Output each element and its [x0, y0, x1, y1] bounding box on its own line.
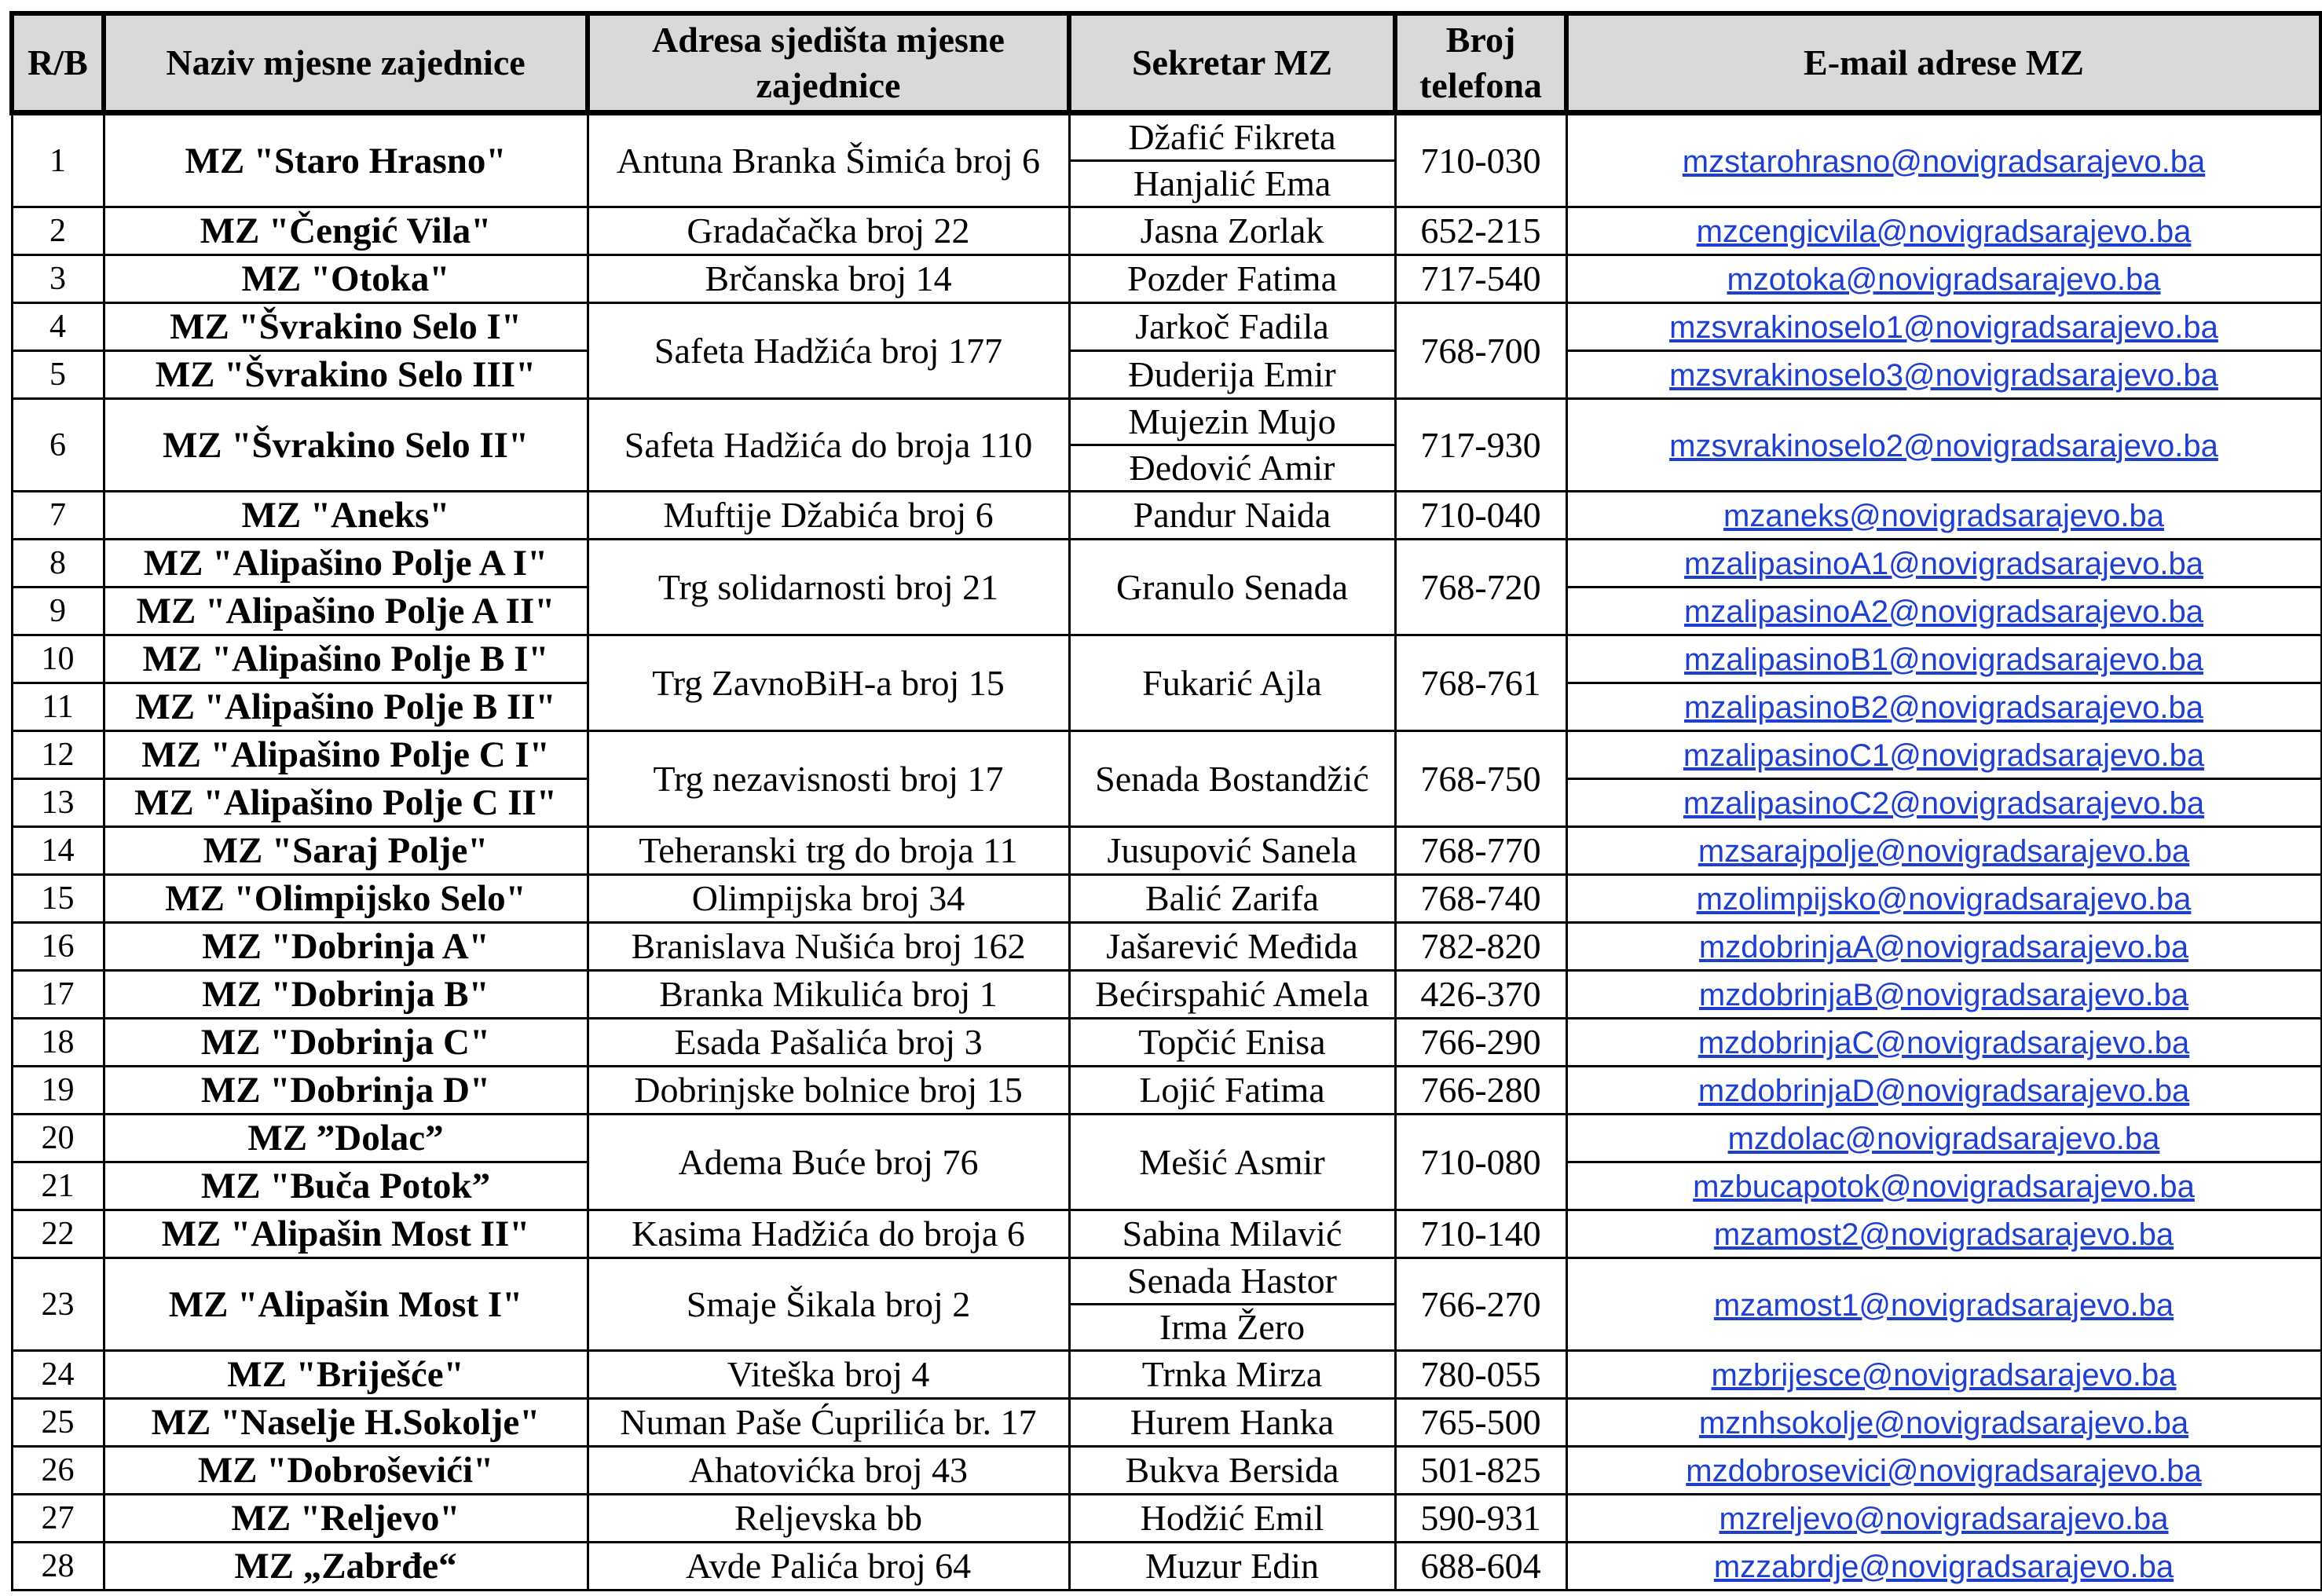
cell-rb: 8 — [12, 540, 104, 588]
cell-rb: 4 — [12, 303, 104, 351]
cell-naziv: MZ "Dobrinja B" — [104, 971, 588, 1019]
cell-rb: 14 — [12, 827, 104, 875]
email-link[interactable]: mzalipasinoA1@novigradsarajevo.ba — [1684, 547, 2203, 581]
cell-sekretar: Hanjalić Ema — [1069, 161, 1395, 207]
table-row — [12, 492, 2321, 540]
table-row — [12, 399, 2321, 445]
table-row — [12, 113, 2321, 161]
email-link[interactable]: mzbucapotok@novigradsarajevo.ba — [1693, 1170, 2195, 1204]
cell-naziv: MZ "Buča Potok” — [104, 1162, 588, 1210]
cell-telefon: 766-280 — [1395, 1067, 1566, 1115]
cell-telefon: 768-770 — [1395, 827, 1566, 875]
cell-naziv: MZ "Alipašino Polje C I" — [104, 731, 588, 779]
cell-email — [1566, 1162, 2321, 1210]
cell-rb: 18 — [12, 1019, 104, 1067]
cell-naziv: MZ "Naselje H.Sokolje" — [104, 1399, 588, 1447]
cell-adresa: Trg nezavisnosti broj 17 — [588, 731, 1069, 827]
cell-adresa: Dobrinjske bolnice broj 15 — [588, 1067, 1069, 1115]
cell-naziv: MZ "Švrakino Selo II" — [104, 399, 588, 492]
cell-email — [1566, 255, 2321, 303]
email-link[interactable]: mzalipasinoC2@novigradsarajevo.ba — [1683, 786, 2205, 821]
cell-adresa: Branka Mikulića broj 1 — [588, 971, 1069, 1019]
cell-telefon: 717-540 — [1395, 255, 1566, 303]
email-link[interactable]: mzstarohrasno@novigradsarajevo.ba — [1682, 144, 2206, 179]
cell-email — [1566, 1258, 2321, 1351]
cell-adresa: Ahatovićka broj 43 — [588, 1447, 1069, 1495]
cell-email — [1566, 207, 2321, 255]
table-body — [12, 113, 2321, 1591]
cell-sekretar: Granulo Senada — [1069, 540, 1395, 635]
cell-telefon: 765-500 — [1395, 1399, 1566, 1447]
cell-sekretar: Jarkoč Fadila — [1069, 303, 1395, 351]
cell-rb: 24 — [12, 1351, 104, 1399]
cell-email — [1566, 588, 2321, 635]
table-row — [12, 1019, 2321, 1067]
cell-rb: 1 — [12, 113, 104, 207]
cell-naziv: MZ "Alipašino Polje A II" — [104, 588, 588, 635]
email-link[interactable]: mzalipasinoC1@novigradsarajevo.ba — [1683, 738, 2205, 773]
cell-sekretar: Bećirspahić Amela — [1069, 971, 1395, 1019]
cell-rb: 26 — [12, 1447, 104, 1495]
cell-adresa: Olimpijska broj 34 — [588, 875, 1069, 923]
table-row — [12, 635, 2321, 683]
email-link[interactable]: mzsarajpolje@novigradsarajevo.ba — [1698, 834, 2190, 869]
cell-email — [1566, 683, 2321, 731]
cell-naziv: MZ "Dobrinja C" — [104, 1019, 588, 1067]
cell-sekretar: Irma Žero — [1069, 1305, 1395, 1351]
cell-adresa: Avde Palića broj 64 — [588, 1543, 1069, 1591]
cell-adresa: Gradačačka broj 22 — [588, 207, 1069, 255]
cell-telefon: 710-040 — [1395, 492, 1566, 540]
cell-email — [1566, 1115, 2321, 1162]
cell-sekretar: Bukva Bersida — [1069, 1447, 1395, 1495]
cell-rb: 16 — [12, 923, 104, 971]
cell-sekretar: Senada Bostandžić — [1069, 731, 1395, 827]
cell-email — [1566, 635, 2321, 683]
header-adresa: Adresa sjedišta mjesne zajednice — [588, 13, 1069, 113]
cell-sekretar: Fukarić Ajla — [1069, 635, 1395, 731]
cell-adresa: Adema Buće broj 76 — [588, 1115, 1069, 1210]
cell-rb: 7 — [12, 492, 104, 540]
cell-sekretar: Mešić Asmir — [1069, 1115, 1395, 1210]
table-row — [12, 1399, 2321, 1447]
cell-adresa: Safeta Hadžića broj 177 — [588, 303, 1069, 399]
cell-email — [1566, 492, 2321, 540]
cell-rb: 9 — [12, 588, 104, 635]
email-link[interactable]: mzdobrinjaC@novigradsarajevo.ba — [1698, 1026, 2190, 1060]
cell-rb: 17 — [12, 971, 104, 1019]
cell-naziv: MZ "Otoka" — [104, 255, 588, 303]
email-link[interactable]: mzdobrinjaB@novigradsarajevo.ba — [1698, 978, 2189, 1012]
email-link[interactable]: mzotoka@novigradsarajevo.ba — [1727, 262, 2161, 297]
table-row — [12, 731, 2321, 779]
cell-naziv: MZ "Alipašino Polje B II" — [104, 683, 588, 731]
cell-sekretar: Trnka Mirza — [1069, 1351, 1395, 1399]
cell-adresa: Esada Pašalića broj 3 — [588, 1019, 1069, 1067]
table-row — [12, 303, 2321, 351]
cell-rb: 3 — [12, 255, 104, 303]
header-sekretar: Sekretar MZ — [1069, 13, 1395, 113]
cell-rb: 15 — [12, 875, 104, 923]
email-link[interactable]: mzalipasinoB1@novigradsarajevo.ba — [1684, 642, 2203, 677]
cell-email — [1566, 875, 2321, 923]
cell-naziv: MZ "Reljevo" — [104, 1495, 588, 1543]
cell-telefon: 782-820 — [1395, 923, 1566, 971]
cell-naziv: MZ "Čengić Vila" — [104, 207, 588, 255]
email-link[interactable]: mzaneks@novigradsarajevo.ba — [1723, 499, 2164, 533]
cell-email — [1566, 540, 2321, 588]
cell-rb: 6 — [12, 399, 104, 492]
cell-sekretar: Hurem Hanka — [1069, 1399, 1395, 1447]
cell-telefon: 768-700 — [1395, 303, 1566, 399]
cell-telefon: 710-080 — [1395, 1115, 1566, 1210]
table-row — [12, 1067, 2321, 1115]
cell-rb: 11 — [12, 683, 104, 731]
cell-adresa: Trg solidarnosti broj 21 — [588, 540, 1069, 635]
cell-sekretar: Jasna Zorlak — [1069, 207, 1395, 255]
table-row — [12, 351, 2321, 399]
cell-email — [1566, 923, 2321, 971]
table-row — [12, 540, 2321, 588]
email-link[interactable]: mzcengicvila@novigradsarajevo.ba — [1696, 214, 2192, 249]
cell-adresa: Muftije Džabića broj 6 — [588, 492, 1069, 540]
email-link[interactable]: mzdobrinjaD@novigradsarajevo.ba — [1698, 1074, 2190, 1108]
cell-sekretar: Lojić Fatima — [1069, 1067, 1395, 1115]
cell-sekretar: Hodžić Emil — [1069, 1495, 1395, 1543]
cell-sekretar: Balić Zarifa — [1069, 875, 1395, 923]
cell-adresa: Smaje Šikala broj 2 — [588, 1258, 1069, 1351]
cell-adresa: Trg ZavnoBiH-a broj 15 — [588, 635, 1069, 731]
cell-rb: 20 — [12, 1115, 104, 1162]
cell-naziv: MZ "Dobrinja D" — [104, 1067, 588, 1115]
cell-rb: 27 — [12, 1495, 104, 1543]
cell-sekretar: Senada Hastor — [1069, 1258, 1395, 1305]
mz-contact-table — [9, 11, 2322, 1591]
table-row — [12, 1543, 2321, 1591]
table-row — [12, 1351, 2321, 1399]
cell-naziv: MZ "Alipašin Most I" — [104, 1258, 588, 1351]
cell-adresa: Branislava Nušića broj 162 — [588, 923, 1069, 971]
cell-naziv: MZ "Alipašino Polje A I" — [104, 540, 588, 588]
email-link[interactable]: mzalipasinoB2@novigradsarajevo.ba — [1684, 690, 2203, 725]
header-email: E-mail adrese MZ — [1566, 13, 2321, 113]
cell-naziv: MZ "Švrakino Selo III" — [104, 351, 588, 399]
table-row — [12, 827, 2321, 875]
table-row — [12, 1115, 2321, 1162]
cell-telefon: 652-215 — [1395, 207, 1566, 255]
table-row — [12, 1258, 2321, 1305]
cell-telefon: 590-931 — [1395, 1495, 1566, 1543]
cell-naziv: MZ "Saraj Polje" — [104, 827, 588, 875]
cell-adresa: Antuna Branka Šimića broj 6 — [588, 113, 1069, 207]
cell-sekretar: Pandur Naida — [1069, 492, 1395, 540]
cell-email — [1566, 779, 2321, 827]
email-link[interactable]: mzzabrdje@novigradsarajevo.ba — [1713, 1550, 2174, 1584]
cell-email — [1566, 1447, 2321, 1495]
cell-email — [1566, 1543, 2321, 1591]
header-rb: R/B — [12, 13, 104, 113]
cell-naziv: MZ "Aneks" — [104, 492, 588, 540]
cell-rb: 21 — [12, 1162, 104, 1210]
cell-email — [1566, 1067, 2321, 1115]
cell-sekretar: Džafić Fikreta — [1069, 113, 1395, 161]
table-row — [12, 207, 2321, 255]
cell-sekretar: Muzur Edin — [1069, 1543, 1395, 1591]
cell-email — [1566, 971, 2321, 1019]
email-link[interactable]: mzdolac@novigradsarajevo.ba — [1727, 1122, 2160, 1156]
cell-telefon: 768-720 — [1395, 540, 1566, 635]
cell-email — [1566, 351, 2321, 399]
cell-telefon: 426-370 — [1395, 971, 1566, 1019]
cell-naziv: MZ "Briješće" — [104, 1351, 588, 1399]
cell-rb: 2 — [12, 207, 104, 255]
email-link[interactable]: mzolimpijsko@novigradsarajevo.ba — [1696, 882, 2192, 917]
cell-telefon: 766-270 — [1395, 1258, 1566, 1351]
cell-naziv: MZ ”Dolac” — [104, 1115, 588, 1162]
cell-email — [1566, 1351, 2321, 1399]
cell-naziv: MZ "Dobroševići" — [104, 1447, 588, 1495]
cell-rb: 13 — [12, 779, 104, 827]
cell-sekretar: Pozder Fatima — [1069, 255, 1395, 303]
email-link[interactable]: mzsvrakinoselo1@novigradsarajevo.ba — [1669, 310, 2218, 345]
cell-adresa: Numan Paše Ćuprilića br. 17 — [588, 1399, 1069, 1447]
email-link[interactable]: mznhsokolje@novigradsarajevo.ba — [1698, 1406, 2189, 1440]
cell-email — [1566, 1495, 2321, 1543]
cell-rb: 28 — [12, 1543, 104, 1591]
cell-email — [1566, 1399, 2321, 1447]
cell-email — [1566, 827, 2321, 875]
cell-email — [1566, 399, 2321, 492]
email-link[interactable]: mzreljevo@novigradsarajevo.ba — [1719, 1502, 2169, 1536]
cell-telefon: 768-761 — [1395, 635, 1566, 731]
cell-email — [1566, 303, 2321, 351]
cell-sekretar: Jašarević Međida — [1069, 923, 1395, 971]
email-link[interactable]: mzdobrosevici@novigradsarajevo.ba — [1686, 1454, 2202, 1488]
table-row — [12, 255, 2321, 303]
cell-adresa: Brčanska broj 14 — [588, 255, 1069, 303]
cell-telefon: 768-740 — [1395, 875, 1566, 923]
cell-telefon: 766-290 — [1395, 1019, 1566, 1067]
email-link[interactable]: mzsvrakinoselo2@novigradsarajevo.ba — [1669, 428, 2218, 463]
table-row — [12, 1447, 2321, 1495]
cell-email — [1566, 113, 2321, 207]
cell-email — [1566, 1019, 2321, 1067]
cell-rb: 5 — [12, 351, 104, 399]
email-link[interactable]: mzalipasinoA2@novigradsarajevo.ba — [1684, 595, 2203, 629]
header-naziv: Naziv mjesne zajednice — [104, 13, 588, 113]
email-link[interactable]: mzsvrakinoselo3@novigradsarajevo.ba — [1669, 358, 2218, 393]
cell-sekretar: Sabina Milavić — [1069, 1210, 1395, 1258]
cell-telefon: 710-030 — [1395, 113, 1566, 207]
cell-telefon: 501-825 — [1395, 1447, 1566, 1495]
table-row — [12, 875, 2321, 923]
cell-adresa: Teheranski trg do broja 11 — [588, 827, 1069, 875]
cell-adresa: Kasima Hadžića do broja 6 — [588, 1210, 1069, 1258]
cell-adresa: Safeta Hadžića do broja 110 — [588, 399, 1069, 492]
cell-naziv: MZ "Olimpijsko Selo" — [104, 875, 588, 923]
email-link[interactable]: mzdobrinjaA@novigradsarajevo.ba — [1698, 930, 2189, 965]
cell-sekretar: Mujezin Mujo — [1069, 399, 1395, 445]
cell-naziv: MZ "Staro Hrasno" — [104, 113, 588, 207]
cell-telefon: 688-604 — [1395, 1543, 1566, 1591]
cell-naziv: MZ "Alipašin Most II" — [104, 1210, 588, 1258]
cell-rb: 22 — [12, 1210, 104, 1258]
header-row — [12, 13, 2321, 113]
cell-naziv: MZ "Švrakino Selo I" — [104, 303, 588, 351]
cell-email — [1566, 731, 2321, 779]
email-link[interactable]: mzamost2@novigradsarajevo.ba — [1713, 1217, 2174, 1252]
table-row — [12, 1210, 2321, 1258]
cell-rb: 10 — [12, 635, 104, 683]
cell-naziv: MZ „Zabrđe“ — [104, 1543, 588, 1591]
email-link[interactable]: mzbrijesce@novigradsarajevo.ba — [1711, 1358, 2177, 1393]
table-row — [12, 971, 2321, 1019]
cell-naziv: MZ "Dobrinja A" — [104, 923, 588, 971]
cell-sekretar: Jusupović Sanela — [1069, 827, 1395, 875]
table-row — [12, 923, 2321, 971]
cell-sekretar: Topčić Enisa — [1069, 1019, 1395, 1067]
cell-sekretar: Đuderija Emir — [1069, 351, 1395, 399]
cell-rb: 25 — [12, 1399, 104, 1447]
cell-telefon: 768-750 — [1395, 731, 1566, 827]
email-link[interactable]: mzamost1@novigradsarajevo.ba — [1713, 1287, 2174, 1323]
cell-telefon: 717-930 — [1395, 399, 1566, 492]
cell-naziv: MZ "Alipašino Polje B I" — [104, 635, 588, 683]
cell-telefon: 710-140 — [1395, 1210, 1566, 1258]
cell-telefon: 780-055 — [1395, 1351, 1566, 1399]
cell-email — [1566, 1210, 2321, 1258]
cell-rb: 12 — [12, 731, 104, 779]
cell-naziv: MZ "Alipašino Polje C II" — [104, 779, 588, 827]
cell-adresa: Reljevska bb — [588, 1495, 1069, 1543]
cell-rb: 23 — [12, 1258, 104, 1351]
header-telefon: Broj telefona — [1395, 13, 1566, 113]
cell-sekretar: Đedović Amir — [1069, 445, 1395, 492]
cell-adresa: Viteška broj 4 — [588, 1351, 1069, 1399]
cell-rb: 19 — [12, 1067, 104, 1115]
table-row — [12, 1495, 2321, 1543]
